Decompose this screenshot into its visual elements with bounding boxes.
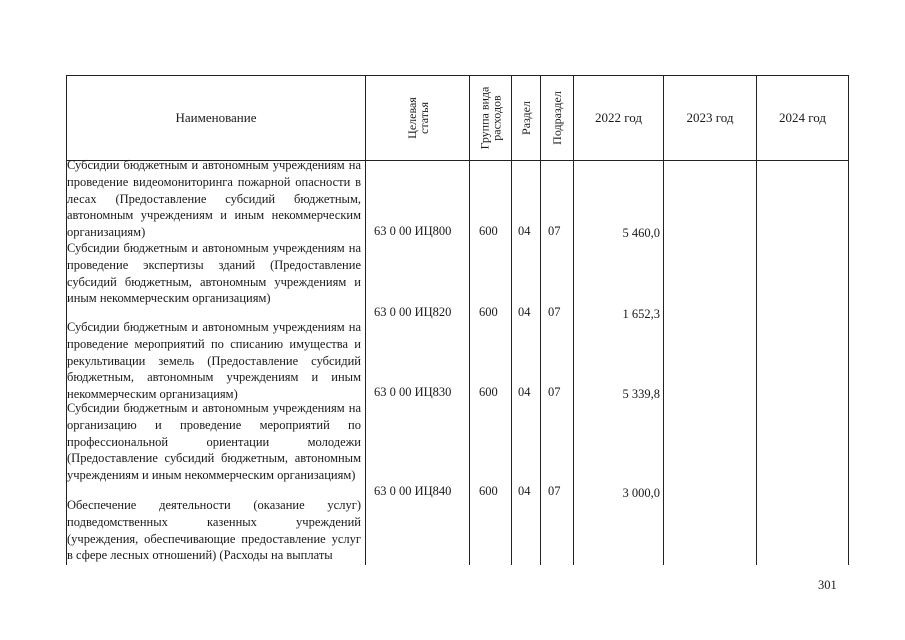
header-2023-label: 2023 год: [686, 110, 734, 125]
header-subsection: [541, 76, 573, 160]
row-section: 04: [518, 484, 531, 498]
column-divider: [848, 75, 849, 565]
row-target: 63 0 00 ИЦ820: [374, 305, 452, 319]
header-section-label: Раздел: [519, 101, 534, 135]
header-section: [512, 76, 540, 160]
row-value-2022: 5 339,8: [622, 387, 660, 401]
row-name: Субсидии бюджетным и автономным учреждениям на проведение видеомониторинга пожарной опасности в лесах (Предоставление субсидий бюджетным, автономным учреждениям и иным некоммерческим организациям): [67, 158, 361, 240]
row-name: Субсидии бюджетным и автономным учреждениям на проведение экспертизы зданий (Предоставление субсидий бюджетным, автономным учреждениям и иным некоммерческим организациям): [67, 241, 361, 306]
row-target: 63 0 00 ИЦ800: [374, 224, 452, 238]
header-group-label: Группа вида расходов: [477, 86, 504, 150]
row-name: Субсидии бюджетным и автономным учреждениям на проведение мероприятий по списанию имущества и рекультивации земель (Предоставление субсидий бюджетным, автономным учреждениям и иным некоммерческим организациям): [67, 320, 361, 402]
header-group: [470, 76, 511, 160]
row-section: 04: [518, 224, 531, 238]
row-value-2022: 1 652,3: [622, 307, 660, 321]
header-2024: [757, 76, 848, 160]
header-subsection-label: Подраздел: [550, 91, 565, 145]
row-subsection: 07: [548, 224, 561, 238]
row-name: Обеспечение деятельности (оказание услуг) подведомственных казенных учреждений (учреждения, обеспечивающие предоставление услуг в сфере лесных отношений) (Расходы на выплаты: [67, 498, 361, 563]
row-section: 04: [518, 385, 531, 399]
row-name: Субсидии бюджетным и автономным учреждениям на организацию и проведение мероприятий по профессиональной ориентации молодежи (Предоставление субсидий бюджетным, автономным учреждениям и иным некоммерческим организациям): [67, 401, 361, 483]
row-group: 600: [479, 484, 498, 498]
row-value-2022: 3 000,0: [622, 486, 660, 500]
header-name: [67, 76, 365, 160]
row-value-2022: 5 460,0: [622, 226, 660, 240]
row-subsection: 07: [548, 385, 561, 399]
row-subsection: 07: [548, 484, 561, 498]
page-number: 301: [818, 578, 837, 592]
header-2024-label: 2024 год: [779, 110, 826, 125]
header-2023: [664, 76, 756, 160]
row-section: 04: [518, 305, 531, 319]
row-subsection: 07: [548, 305, 561, 319]
header-target: [366, 76, 469, 160]
row-group: 600: [479, 305, 498, 319]
header-2022: [574, 76, 663, 160]
header-target-label: Целевая статья: [404, 97, 431, 139]
row-target: 63 0 00 ИЦ840: [374, 484, 452, 498]
row-group: 600: [479, 224, 498, 238]
row-group: 600: [479, 385, 498, 399]
header-2022-label: 2022 год: [595, 110, 642, 125]
header-name-label: Наименование: [175, 110, 257, 125]
row-target: 63 0 00 ИЦ830: [374, 385, 452, 399]
